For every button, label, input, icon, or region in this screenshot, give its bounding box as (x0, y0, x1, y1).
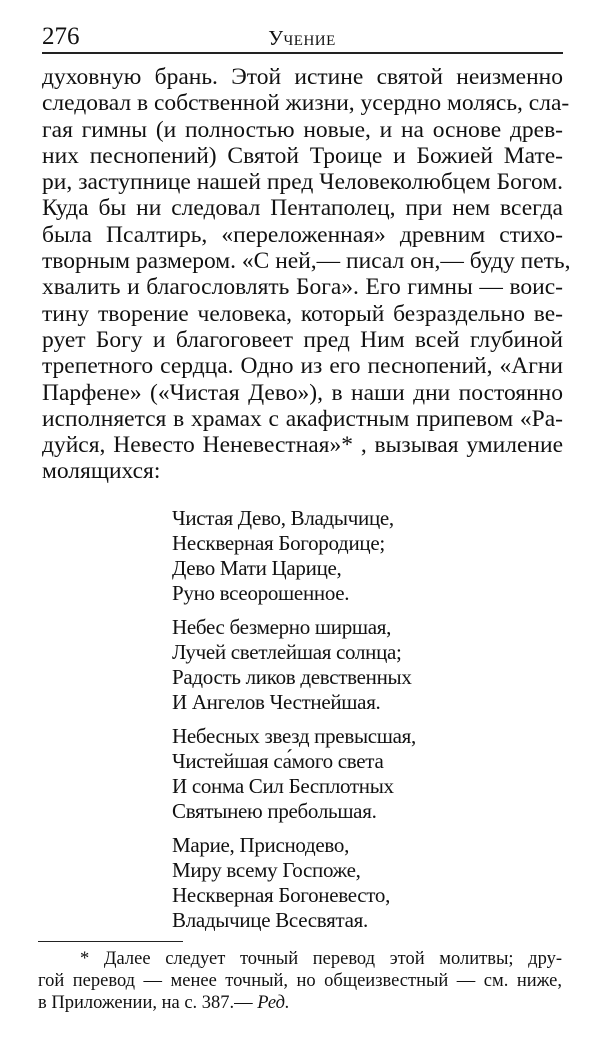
stanza-3 (172, 724, 472, 824)
body-line: следовал в собственной жизни, усердно молясь, сла- (42, 90, 570, 117)
footnote-line: гой перевод — менее точный, но общеизвестный — см. ниже, (38, 971, 562, 991)
verse-line: Небесных звезд превысшая, (172, 724, 416, 748)
body-line: тину творение человека, который безраздельно ве- (42, 300, 563, 327)
body-line: рует Богу и благоговеет пред Ним всей глубиной (42, 326, 563, 353)
verse-line: Нескверная Богоневесто, (172, 883, 391, 907)
footnote-line-last (38, 992, 562, 1014)
body-line: дуйся, Невесто Неневестная»* , вызывая умиление (42, 432, 563, 459)
verse-line: Радость ликов девственных (172, 665, 412, 689)
verse-line: Владычице Всесвятая. (172, 908, 368, 932)
body-line: исполняется в храмах с акафистным припевом «Ра- (42, 405, 563, 432)
verse-line: Чистая Дево, Владычице, (172, 506, 394, 530)
verse-line: Чистейшая са́мого света (172, 749, 384, 773)
header-rule (42, 52, 563, 54)
body-line: трепетного сердца. Одно из его песнопений, «Агни (42, 353, 563, 380)
body-line: творным размером. «С ней,— писал он,— буду петь, (42, 248, 571, 275)
running-title: Учение (268, 26, 336, 50)
verse-line: Нескверная Богородице; (172, 531, 385, 555)
footnote-text: в Приложении, на с. 387.— (38, 993, 258, 1013)
body-line: гая гимны (и полностью новые, и на основе древ- (42, 116, 563, 143)
body-line: Парфене» («Чистая Дево»), в наши дни постоянно (42, 379, 563, 406)
verse-line: Лучей светлейшая солнца; (172, 640, 402, 664)
stanza-4 (172, 833, 472, 933)
page-header (42, 22, 562, 52)
verse-line: Небес безмерно ширшая, (172, 615, 392, 639)
editor-note: Ред. (257, 993, 290, 1013)
page-number: 276 (42, 23, 80, 50)
body-line: ри, заступнице нашей пред Человеколюбцем Богом. (42, 169, 563, 196)
hymn-verse (172, 506, 472, 942)
body-line: духовную брань. Этой истине святой неизменно (42, 64, 563, 90)
body-line: них песнопений) Святой Троице и Божией Мате- (42, 142, 563, 169)
verse-line: Миру всему Госпоже, (172, 858, 361, 882)
body-paragraph (42, 64, 571, 485)
body-line: была Псалтирь, «переложенная» древним стихо- (42, 221, 563, 248)
body-line: молящихся: (42, 458, 161, 485)
footnote (38, 948, 562, 1014)
footnote-line: * Далее следует точный перевод этой молитвы; дру- (80, 949, 562, 969)
stanza-1 (172, 506, 472, 606)
verse-line: Дево Мати Царице, (172, 556, 342, 580)
verse-line: Марие, Приснодево, (172, 833, 350, 857)
body-line: хвалить и благословлять Бога». Его гимны — воис- (42, 274, 563, 301)
verse-line: Руно всеорошенное. (172, 581, 350, 605)
body-line: Куда бы ни следовал Пентаполец, при нем всегда (42, 195, 563, 222)
stanza-2 (172, 615, 472, 715)
verse-line: Святынею пребольшая. (172, 799, 377, 823)
verse-line: И Ангелов Честнейшая. (172, 690, 381, 714)
footnote-rule (38, 941, 183, 942)
verse-line: И сонма Сил Бесплотных (172, 774, 394, 798)
